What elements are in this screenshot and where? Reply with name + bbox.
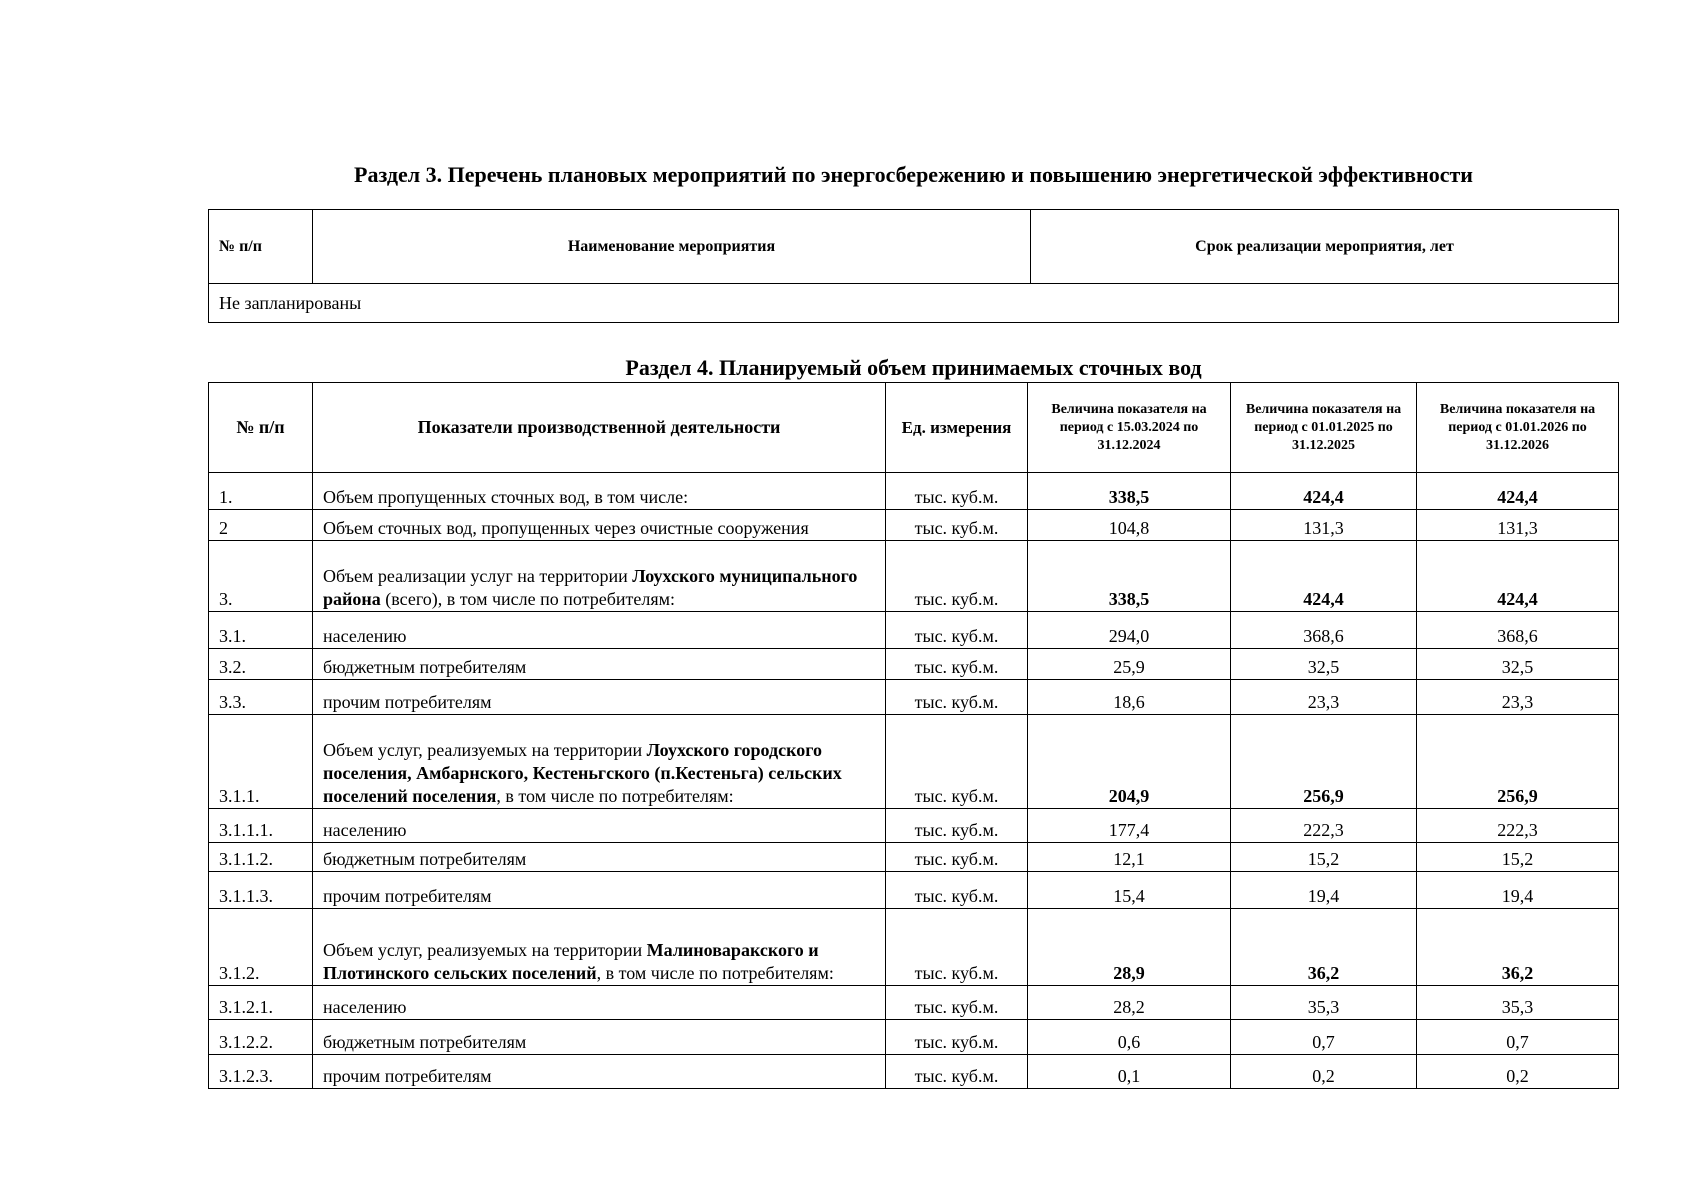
row-value-2025: 19,4 — [1231, 872, 1417, 909]
row-number: 2 — [209, 510, 313, 541]
row-unit: тыс. куб.м. — [886, 715, 1028, 809]
row-number: 3.1.1. — [209, 715, 313, 809]
row-value-2024: 104,8 — [1028, 510, 1231, 541]
row-value-2026: 0,2 — [1417, 1055, 1619, 1089]
row-value-2026: 222,3 — [1417, 809, 1619, 843]
row-unit: тыс. куб.м. — [886, 510, 1028, 541]
row-unit: тыс. куб.м. — [886, 612, 1028, 649]
indicator-text-part: Объем реализации услуг на территории — [323, 566, 633, 586]
row-number: 3.1.1.3. — [209, 872, 313, 909]
section-3-table — [208, 209, 1619, 323]
row-unit: тыс. куб.м. — [886, 809, 1028, 843]
row-indicator-name — [313, 680, 886, 715]
table-row — [209, 680, 1619, 715]
section-4-table-body — [209, 473, 1619, 1089]
row-indicator-name — [313, 843, 886, 872]
row-value-2024: 294,0 — [1028, 612, 1231, 649]
table-row — [209, 1055, 1619, 1089]
table-row — [209, 473, 1619, 510]
row-unit: тыс. куб.м. — [886, 1055, 1028, 1089]
indicator-text-part: (всего), в том числе по потребителям: — [380, 589, 676, 609]
row-value-2024: 204,9 — [1028, 715, 1231, 809]
section-4-table — [208, 382, 1619, 1089]
header-period-2025: Величина показателя на период с 01.01.2025 по 31.12.2025 — [1231, 383, 1417, 473]
row-value-2026: 424,4 — [1417, 473, 1619, 510]
row-number: 3.1. — [209, 612, 313, 649]
row-unit: тыс. куб.м. — [886, 541, 1028, 612]
indicator-text-part: бюджетным потребителям — [323, 1032, 527, 1052]
indicator-text-part: прочим потребителям — [323, 692, 492, 712]
table-row — [209, 809, 1619, 843]
row-value-2024: 0,1 — [1028, 1055, 1231, 1089]
row-value-2026: 0,7 — [1417, 1020, 1619, 1055]
row-unit: тыс. куб.м. — [886, 1020, 1028, 1055]
row-value-2025: 131,3 — [1231, 510, 1417, 541]
indicator-text-part: Объем пропущенных сточных вод, в том числе: — [323, 487, 689, 507]
table-header-row — [209, 210, 1619, 284]
table-row — [209, 715, 1619, 809]
header-unit: Ед. измерения — [886, 383, 1028, 473]
row-value-2024: 0,6 — [1028, 1020, 1231, 1055]
row-unit: тыс. куб.м. — [886, 986, 1028, 1020]
indicator-text-part: населению — [323, 997, 407, 1017]
indicator-text-part: бюджетным потребителям — [323, 849, 527, 869]
row-indicator-name — [313, 809, 886, 843]
row-indicator-name — [313, 541, 886, 612]
row-indicator-name — [313, 986, 886, 1020]
row-value-2026: 131,3 — [1417, 510, 1619, 541]
header-number: № п/п — [209, 210, 313, 284]
row-number: 3.1.2.3. — [209, 1055, 313, 1089]
indicator-text-part: прочим потребителям — [323, 1066, 492, 1086]
indicator-text-part: , в том числе по потребителям: — [496, 786, 734, 806]
indicator-text-part: Объем услуг, реализуемых на территории — [323, 940, 647, 960]
row-number: 3.1.1.1. — [209, 809, 313, 843]
row-indicator-name — [313, 909, 886, 986]
indicator-text-part: Объем услуг, реализуемых на территории — [323, 740, 647, 760]
row-value-2024: 338,5 — [1028, 541, 1231, 612]
header-measure-name: Наименование мероприятия — [313, 210, 1031, 284]
row-value-2024: 28,2 — [1028, 986, 1231, 1020]
row-value-2026: 15,2 — [1417, 843, 1619, 872]
row-number: 3.2. — [209, 649, 313, 680]
section-4-title: Раздел 4. Планируемый объем принимаемых сточных вод — [625, 355, 1202, 380]
row-number: 3.1.2.1. — [209, 986, 313, 1020]
table-header-row — [209, 383, 1619, 473]
row-unit: тыс. куб.м. — [886, 680, 1028, 715]
table-row — [209, 541, 1619, 612]
row-indicator-name — [313, 1020, 886, 1055]
not-planned-note: Не запланированы — [209, 284, 1619, 323]
row-value-2025: 23,3 — [1231, 680, 1417, 715]
row-value-2025: 256,9 — [1231, 715, 1417, 809]
row-value-2025: 368,6 — [1231, 612, 1417, 649]
row-unit: тыс. куб.м. — [886, 909, 1028, 986]
row-value-2026: 23,3 — [1417, 680, 1619, 715]
table-row — [209, 843, 1619, 872]
header-period-2026: Величина показателя на период с 01.01.2026 по 31.12.2026 — [1417, 383, 1619, 473]
indicator-text-part: населению — [323, 820, 407, 840]
indicator-text-part: , в том числе по потребителям: — [596, 963, 834, 983]
row-value-2024: 25,9 — [1028, 649, 1231, 680]
row-value-2025: 35,3 — [1231, 986, 1417, 1020]
row-value-2026: 368,6 — [1417, 612, 1619, 649]
row-indicator-name — [313, 649, 886, 680]
row-value-2026: 256,9 — [1417, 715, 1619, 809]
row-value-2025: 222,3 — [1231, 809, 1417, 843]
row-value-2026: 32,5 — [1417, 649, 1619, 680]
row-value-2024: 18,6 — [1028, 680, 1231, 715]
row-indicator-name — [313, 612, 886, 649]
row-value-2024: 12,1 — [1028, 843, 1231, 872]
row-value-2025: 0,7 — [1231, 1020, 1417, 1055]
row-value-2025: 0,2 — [1231, 1055, 1417, 1089]
row-number: 3.1.2. — [209, 909, 313, 986]
row-value-2025: 36,2 — [1231, 909, 1417, 986]
row-indicator-name — [313, 1055, 886, 1089]
row-value-2025: 15,2 — [1231, 843, 1417, 872]
row-value-2024: 338,5 — [1028, 473, 1231, 510]
row-number: 3.1.1.2. — [209, 843, 313, 872]
row-unit: тыс. куб.м. — [886, 843, 1028, 872]
row-value-2024: 28,9 — [1028, 909, 1231, 986]
row-indicator-name — [313, 473, 886, 510]
table-row — [209, 909, 1619, 986]
row-value-2026: 35,3 — [1417, 986, 1619, 1020]
table-row — [209, 284, 1619, 323]
row-value-2026: 36,2 — [1417, 909, 1619, 986]
row-number: 3. — [209, 541, 313, 612]
indicator-text-part: бюджетным потребителям — [323, 657, 527, 677]
table-row — [209, 1020, 1619, 1055]
table-row — [209, 872, 1619, 909]
section-3-title: Раздел 3. Перечень плановых мероприятий по энергосбережению и повышению энергетической эффективности — [354, 162, 1473, 187]
row-value-2025: 424,4 — [1231, 541, 1417, 612]
row-unit: тыс. куб.м. — [886, 649, 1028, 680]
row-number: 3.1.2.2. — [209, 1020, 313, 1055]
row-value-2026: 19,4 — [1417, 872, 1619, 909]
table-row — [209, 649, 1619, 680]
row-value-2024: 177,4 — [1028, 809, 1231, 843]
header-implementation-period: Срок реализации мероприятия, лет — [1031, 210, 1619, 284]
row-value-2026: 424,4 — [1417, 541, 1619, 612]
indicator-text-part: Лоухского муниципального района — [323, 566, 858, 609]
header-period-2024: Величина показателя на период с 15.03.2024 по 31.12.2024 — [1028, 383, 1231, 473]
indicator-text-part: населению — [323, 626, 407, 646]
row-value-2024: 15,4 — [1028, 872, 1231, 909]
row-indicator-name — [313, 872, 886, 909]
table-row — [209, 510, 1619, 541]
indicator-text-part: прочим потребителям — [323, 886, 492, 906]
row-number: 1. — [209, 473, 313, 510]
row-indicator-name — [313, 715, 886, 809]
row-unit: тыс. куб.м. — [886, 473, 1028, 510]
row-indicator-name — [313, 510, 886, 541]
header-indicator: Показатели производственной деятельности — [313, 383, 886, 473]
indicator-text-part: Объем сточных вод, пропущенных через очистные сооружения — [323, 518, 809, 538]
table-row — [209, 612, 1619, 649]
indicator-text-part: Малиноваракского и Плотинского сельских поселений — [323, 940, 819, 983]
row-value-2025: 424,4 — [1231, 473, 1417, 510]
table-row — [209, 986, 1619, 1020]
row-unit: тыс. куб.м. — [886, 872, 1028, 909]
row-value-2025: 32,5 — [1231, 649, 1417, 680]
header-number: № п/п — [209, 383, 313, 473]
indicator-text-part: Лоухского городского поселения, Амбарнского, Кестеньгского (п.Кестеньга) сельских поселений поселения — [323, 740, 842, 806]
row-number: 3.3. — [209, 680, 313, 715]
